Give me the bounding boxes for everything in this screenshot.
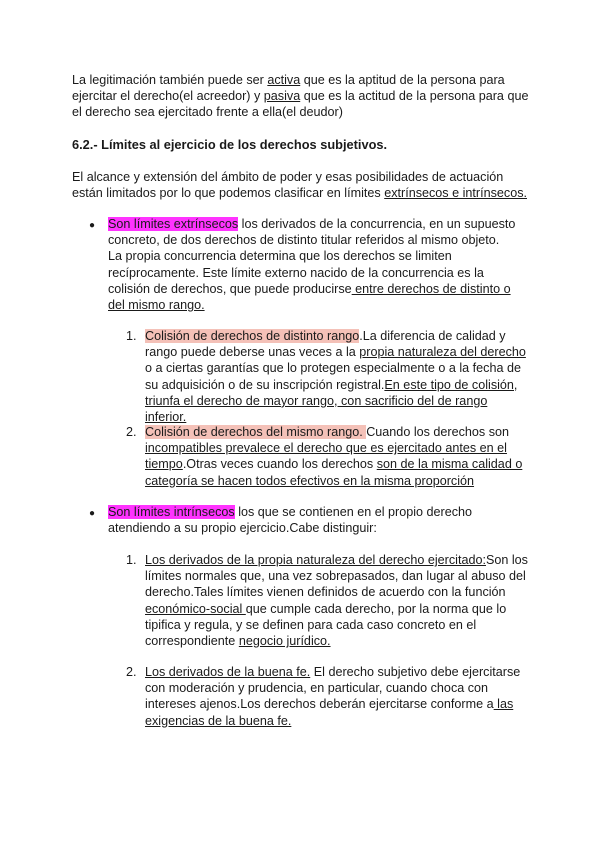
underlined-text: las exigencias de la buena fe. bbox=[145, 697, 514, 728]
underlined-text: son de la misma calidad o categoría se hacen todos efectivos en la misma proporción bbox=[145, 457, 523, 488]
underlined-text: económico-social bbox=[145, 601, 246, 616]
text: El derecho subjetivo debe ejercitarse con moderación y prudencia, en particular, cuando choca con intereses ajenos.Los derechos deberán ejercitarse conforme a bbox=[145, 665, 521, 712]
text: que es la actitud de la persona para que el derecho sea ejercitado frente a ella(el deudor) bbox=[72, 89, 529, 120]
list-number: 2. bbox=[126, 425, 137, 439]
naturaleza-derecho-item bbox=[145, 552, 530, 649]
bullet-marker: ● bbox=[89, 220, 96, 231]
text: que cumple cada derecho, por la norma que lo tipifica y regula, y se definen para cada caso concreto en el correspondiente bbox=[145, 601, 507, 649]
text: o a ciertas garantías que lo protegen especialmente o a la fecha de su adquisición o de su inscripción registral. bbox=[145, 361, 521, 392]
highlighted-term: Son límites intrínsecos bbox=[108, 505, 235, 519]
legitimacion-paragraph bbox=[72, 72, 532, 121]
section-heading: 6.2.- Límites al ejercicio de los derechos subjetivos. bbox=[72, 137, 388, 152]
underlined-text: propia naturaleza del derecho bbox=[359, 345, 526, 360]
alcance-paragraph bbox=[72, 169, 532, 201]
underlined-text: extrínsecos e intrínsecos. bbox=[384, 186, 527, 201]
colision-mismo-rango-item bbox=[145, 424, 530, 489]
text: .La diferencia de calidad y rango puede deberse unas veces a la bbox=[145, 329, 506, 360]
bullet-marker: ● bbox=[89, 508, 96, 519]
underlined-text: En este tipo de colisión, triunfa el derecho de mayor rango, con sacrificio del de rango inferior. bbox=[145, 377, 518, 425]
underlined-text: Los derivados de la propia naturaleza del derecho ejercitado: bbox=[145, 553, 486, 567]
highlighted-term: Colisión de derechos de distinto rango bbox=[145, 329, 360, 343]
text: .Otras veces cuando los derechos bbox=[182, 457, 377, 472]
pasiva-term: pasiva bbox=[263, 89, 301, 104]
buena-fe-item bbox=[145, 664, 530, 729]
text: los derivados de la concurrencia, en un supuesto concreto, de dos derechos de distinto titular referidos al mismo objeto. bbox=[108, 217, 516, 248]
list-number: 1. bbox=[126, 553, 137, 567]
underlined-text: Los derivados de la buena fe. bbox=[145, 665, 311, 679]
extrinsecos-bullet bbox=[108, 216, 528, 313]
text: Cuando los derechos son bbox=[366, 425, 510, 439]
underlined-text: entre derechos de distinto o del mismo rango. bbox=[108, 281, 511, 313]
list-number: 2. bbox=[126, 665, 137, 679]
text: El alcance y extensión del ámbito de poder y esas posibilidades de actuación están limitados por lo que podemos clasificar en límites bbox=[72, 170, 504, 201]
text: Son los límites normales que, una vez sobrepasados, dan lugar al abuso del derecho.Tales límites vienen definidos de acuerdo con la función bbox=[145, 553, 528, 600]
underlined-text: negocio jurídico. bbox=[238, 634, 331, 649]
text: que es la aptitud de la persona para ejercitar el derecho(el acreedor) y bbox=[72, 73, 505, 104]
text: los que se contienen en el propio derecho atendiendo a su propio ejercicio.Cabe distinguir: bbox=[108, 505, 473, 536]
activa-term: activa bbox=[267, 73, 301, 87]
intrinsecos-bullet bbox=[108, 504, 528, 536]
list-number: 1. bbox=[126, 329, 137, 343]
text: La legitimación también puede ser bbox=[72, 73, 268, 87]
highlighted-term: Son límites extrínsecos bbox=[108, 217, 239, 231]
highlighted-term: Colisión de derechos del mismo rango. bbox=[145, 425, 367, 439]
colision-distinto-rango-item bbox=[145, 328, 530, 425]
underlined-text: incompatibles prevalece el derecho que es ejercitado antes en el tiempo bbox=[145, 441, 507, 472]
text: La propia concurrencia determina que los derechos se limiten recíprocamente. Este límite externo nacido de la concurrencia es la colisión de derechos, que puede producirse bbox=[108, 249, 484, 296]
